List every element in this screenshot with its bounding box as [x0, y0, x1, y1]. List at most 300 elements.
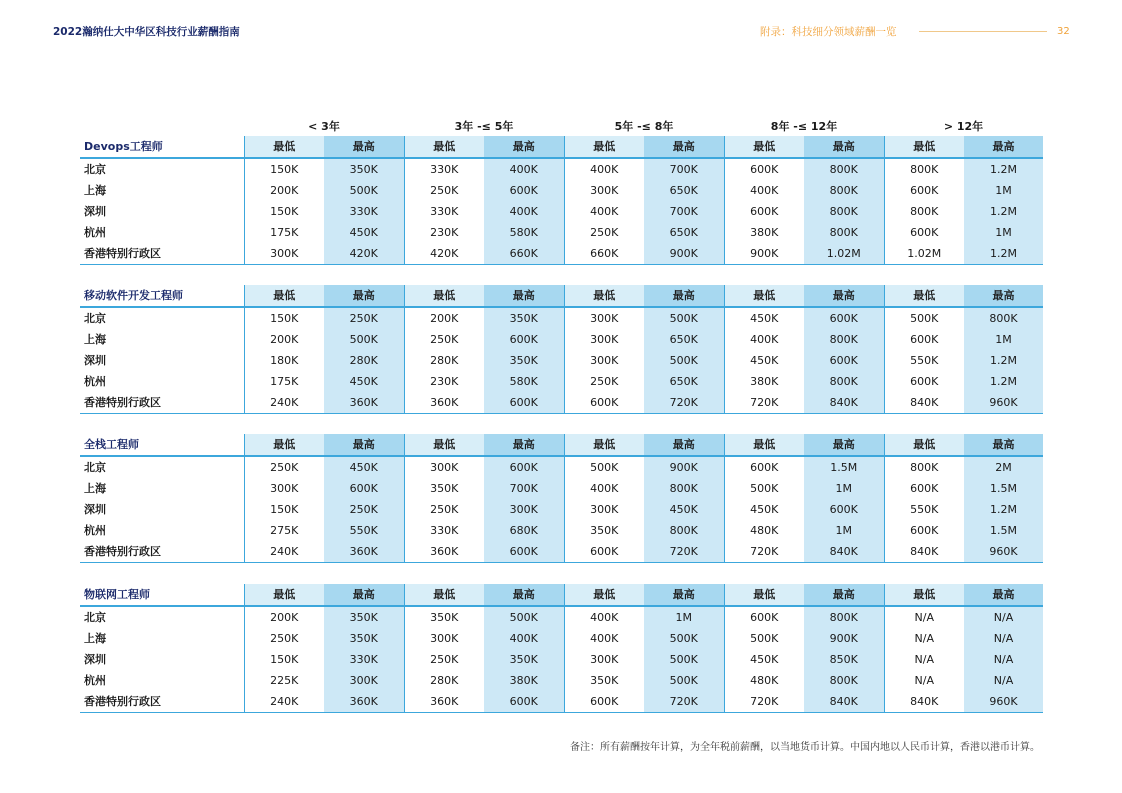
salary-max-cell: 600K	[484, 541, 564, 563]
min-column-header: 最低	[564, 434, 644, 456]
salary-min-cell: 600K	[564, 691, 644, 713]
salary-max-cell: 800K	[804, 329, 884, 350]
table-row	[80, 392, 1043, 414]
salary-max-cell: 1.2M	[964, 350, 1043, 371]
salary-max-cell: 1M	[964, 329, 1043, 350]
salary-min-cell: 230K	[404, 371, 484, 392]
min-column-header: 最低	[244, 584, 324, 606]
salary-min-cell: 150K	[244, 499, 324, 520]
max-column-header: 最高	[484, 584, 564, 606]
table-row	[80, 649, 1043, 670]
salary-max-cell: 250K	[324, 307, 404, 329]
salary-min-cell: N/A	[884, 670, 964, 691]
salary-min-cell: 150K	[244, 158, 324, 180]
table-row	[80, 499, 1043, 520]
salary-max-cell: 300K	[324, 670, 404, 691]
city-label: 杭州	[84, 524, 106, 537]
max-column-header: 最高	[484, 434, 564, 456]
table-header-row	[80, 584, 1043, 606]
salary-max-cell: 550K	[324, 520, 404, 541]
min-column-header: 最低	[724, 136, 804, 158]
experience-header-gt12: > 12年	[943, 120, 984, 133]
salary-min-cell: 330K	[404, 201, 484, 222]
salary-min-cell: 600K	[724, 158, 804, 180]
salary-min-cell: 250K	[404, 180, 484, 201]
salary-min-cell: 840K	[884, 691, 964, 713]
table-row	[80, 371, 1043, 392]
city-label: 杭州	[84, 226, 106, 239]
table-row	[80, 520, 1043, 541]
salary-min-cell: 300K	[564, 649, 644, 670]
salary-min-cell: 280K	[404, 670, 484, 691]
table-iot	[80, 584, 1043, 713]
salary-min-cell: 840K	[884, 541, 964, 563]
salary-min-cell: 600K	[724, 606, 804, 628]
salary-max-cell: 850K	[804, 649, 884, 670]
salary-max-cell: 960K	[964, 541, 1043, 563]
table-fullstack	[80, 434, 1043, 563]
min-column-header: 最低	[724, 434, 804, 456]
salary-max-cell: 650K	[644, 371, 724, 392]
salary-max-cell: 300K	[484, 499, 564, 520]
city-label: 北京	[84, 611, 106, 624]
salary-min-cell: 400K	[724, 329, 804, 350]
salary-min-cell: 800K	[884, 456, 964, 478]
salary-max-cell: 350K	[484, 350, 564, 371]
salary-min-cell: 250K	[404, 499, 484, 520]
salary-max-cell: 500K	[644, 307, 724, 329]
max-column-header: 最高	[324, 285, 404, 307]
salary-max-cell: 840K	[804, 541, 884, 563]
table-row	[80, 222, 1043, 243]
min-column-header: 最低	[404, 584, 484, 606]
min-column-header: 最低	[564, 285, 644, 307]
salary-min-cell: 550K	[884, 499, 964, 520]
max-column-header: 最高	[964, 136, 1043, 158]
salary-max-cell: 500K	[644, 350, 724, 371]
salary-min-cell: 300K	[244, 243, 324, 265]
salary-max-cell: 700K	[644, 158, 724, 180]
salary-min-cell: 600K	[564, 392, 644, 414]
salary-min-cell: 400K	[564, 478, 644, 499]
max-column-header: 最高	[484, 136, 564, 158]
salary-max-cell: 960K	[964, 392, 1043, 414]
salary-min-cell: 350K	[404, 478, 484, 499]
salary-max-cell: 450K	[324, 222, 404, 243]
min-column-header: 最低	[244, 434, 324, 456]
salary-max-cell: 600K	[484, 456, 564, 478]
salary-max-cell: 500K	[644, 649, 724, 670]
salary-max-cell: 700K	[644, 201, 724, 222]
salary-max-cell: 800K	[644, 520, 724, 541]
salary-max-cell: 500K	[644, 628, 724, 649]
salary-max-cell: 840K	[804, 691, 884, 713]
table-header-row	[80, 136, 1043, 158]
salary-min-cell: 420K	[404, 243, 484, 265]
salary-min-cell: 280K	[404, 350, 484, 371]
salary-min-cell: 600K	[884, 478, 964, 499]
salary-min-cell: 800K	[884, 201, 964, 222]
salary-min-cell: 300K	[404, 456, 484, 478]
salary-min-cell: 480K	[724, 670, 804, 691]
salary-max-cell: 330K	[324, 649, 404, 670]
table-row	[80, 456, 1043, 478]
salary-min-cell: 600K	[884, 520, 964, 541]
table-row	[80, 329, 1043, 350]
table-row	[80, 158, 1043, 180]
min-column-header: 最低	[724, 285, 804, 307]
salary-max-cell: 680K	[484, 520, 564, 541]
city-label: 深圳	[84, 205, 106, 218]
experience-header-8-12: 8年 -≤ 12年	[770, 120, 838, 133]
salary-min-cell: 200K	[244, 180, 324, 201]
city-label: 杭州	[84, 375, 106, 388]
max-column-header: 最高	[804, 584, 884, 606]
salary-min-cell: 300K	[564, 350, 644, 371]
salary-max-cell: 600K	[484, 329, 564, 350]
salary-max-cell: 800K	[804, 606, 884, 628]
salary-min-cell: 175K	[244, 222, 324, 243]
max-column-header: 最高	[804, 285, 884, 307]
max-column-header: 最高	[484, 285, 564, 307]
salary-min-cell: 200K	[244, 606, 324, 628]
max-column-header: 最高	[964, 285, 1043, 307]
salary-min-cell: 550K	[884, 350, 964, 371]
table-row	[80, 670, 1043, 691]
salary-max-cell: 1.2M	[964, 499, 1043, 520]
salary-min-cell: 400K	[564, 201, 644, 222]
salary-min-cell: 400K	[564, 606, 644, 628]
salary-min-cell: 240K	[244, 691, 324, 713]
max-column-header: 最高	[324, 434, 404, 456]
salary-max-cell: 1.5M	[964, 520, 1043, 541]
max-column-header: 最高	[324, 584, 404, 606]
salary-max-cell: 500K	[644, 670, 724, 691]
salary-min-cell: 225K	[244, 670, 324, 691]
min-column-header: 最低	[884, 285, 964, 307]
max-column-header: 最高	[964, 434, 1043, 456]
salary-max-cell: 720K	[644, 392, 724, 414]
salary-max-cell: 1.02M	[804, 243, 884, 265]
salary-max-cell: 360K	[324, 691, 404, 713]
salary-min-cell: 300K	[564, 180, 644, 201]
role-title: 移动软件开发工程师	[80, 285, 244, 307]
min-column-header: 最低	[884, 584, 964, 606]
salary-min-cell: 330K	[404, 158, 484, 180]
min-column-header: 最低	[244, 136, 324, 158]
city-label: 深圳	[84, 653, 106, 666]
table-row	[80, 201, 1043, 222]
salary-max-cell: 600K	[484, 392, 564, 414]
min-column-header: 最低	[564, 584, 644, 606]
salary-min-cell: 360K	[404, 691, 484, 713]
salary-max-cell: 800K	[804, 180, 884, 201]
salary-min-cell: 720K	[724, 541, 804, 563]
salary-min-cell: 350K	[404, 606, 484, 628]
salary-max-cell: 1.2M	[964, 243, 1043, 265]
salary-min-cell: 150K	[244, 307, 324, 329]
salary-max-cell: 800K	[644, 478, 724, 499]
salary-max-cell: 900K	[644, 243, 724, 265]
salary-max-cell: 360K	[324, 392, 404, 414]
salary-min-cell: 450K	[724, 649, 804, 670]
salary-max-cell: 580K	[484, 222, 564, 243]
salary-min-cell: 500K	[884, 307, 964, 329]
salary-min-cell: 900K	[724, 243, 804, 265]
role-title: Devops工程师	[80, 136, 244, 158]
salary-max-cell: 1M	[964, 180, 1043, 201]
salary-min-cell: 150K	[244, 201, 324, 222]
salary-min-cell: 1.02M	[884, 243, 964, 265]
city-label: 上海	[84, 632, 106, 645]
salary-min-cell: N/A	[884, 606, 964, 628]
salary-min-cell: 250K	[564, 222, 644, 243]
salary-min-cell: 275K	[244, 520, 324, 541]
min-column-header: 最低	[404, 434, 484, 456]
role-title: 全栈工程师	[80, 434, 244, 456]
salary-min-cell: 480K	[724, 520, 804, 541]
salary-max-cell: 350K	[324, 628, 404, 649]
salary-max-cell: 900K	[804, 628, 884, 649]
city-label: 杭州	[84, 674, 106, 687]
salary-max-cell: 2M	[964, 456, 1043, 478]
salary-max-cell: 500K	[324, 180, 404, 201]
table-row	[80, 628, 1043, 649]
salary-min-cell: 720K	[724, 691, 804, 713]
salary-max-cell: N/A	[964, 670, 1043, 691]
experience-header-3-5: 3年 -≤ 5年	[454, 120, 514, 133]
salary-min-cell: 330K	[404, 520, 484, 541]
salary-max-cell: 800K	[804, 670, 884, 691]
table-header-row	[80, 434, 1043, 456]
table-row	[80, 691, 1043, 713]
salary-min-cell: 600K	[564, 541, 644, 563]
salary-min-cell: 300K	[244, 478, 324, 499]
salary-min-cell: 300K	[564, 307, 644, 329]
salary-max-cell: 720K	[644, 691, 724, 713]
salary-min-cell: 380K	[724, 222, 804, 243]
salary-max-cell: 1.2M	[964, 158, 1043, 180]
table-row	[80, 478, 1043, 499]
salary-min-cell: 450K	[724, 307, 804, 329]
city-label: 香港特别行政区	[80, 541, 244, 563]
salary-max-cell: 1M	[964, 222, 1043, 243]
city-label: 北京	[84, 312, 106, 325]
salary-max-cell: N/A	[964, 628, 1043, 649]
salary-min-cell: 300K	[564, 329, 644, 350]
salary-min-cell: 400K	[564, 158, 644, 180]
max-column-header: 最高	[804, 434, 884, 456]
salary-min-cell: 500K	[564, 456, 644, 478]
max-column-header: 最高	[644, 584, 724, 606]
salary-max-cell: 650K	[644, 180, 724, 201]
table-row	[80, 606, 1043, 628]
salary-max-cell: 600K	[484, 180, 564, 201]
salary-min-cell: 175K	[244, 371, 324, 392]
city-label: 上海	[84, 333, 106, 346]
salary-max-cell: 900K	[644, 456, 724, 478]
salary-min-cell: 380K	[724, 371, 804, 392]
section-title: 附录：科技细分领域薪酬一览	[760, 26, 897, 38]
salary-min-cell: 600K	[724, 456, 804, 478]
table-mobile-dev	[80, 285, 1043, 414]
table-header-row	[80, 285, 1043, 307]
max-column-header: 最高	[804, 136, 884, 158]
salary-min-cell: 180K	[244, 350, 324, 371]
max-column-header: 最高	[644, 285, 724, 307]
salary-min-cell: 600K	[884, 180, 964, 201]
salary-max-cell: 1.2M	[964, 201, 1043, 222]
min-column-header: 最低	[724, 584, 804, 606]
experience-header-lt3: < 3年	[308, 120, 340, 133]
salary-max-cell: 1M	[804, 478, 884, 499]
salary-max-cell: 700K	[484, 478, 564, 499]
max-column-header: 最高	[964, 584, 1043, 606]
city-label: 香港特别行政区	[80, 392, 244, 414]
salary-max-cell: 720K	[644, 541, 724, 563]
city-label: 北京	[84, 461, 106, 474]
salary-min-cell: 400K	[724, 180, 804, 201]
salary-max-cell: N/A	[964, 649, 1043, 670]
salary-min-cell: 840K	[884, 392, 964, 414]
max-column-header: 最高	[324, 136, 404, 158]
salary-min-cell: 600K	[884, 222, 964, 243]
salary-max-cell: 450K	[324, 371, 404, 392]
salary-min-cell: 360K	[404, 392, 484, 414]
salary-max-cell: 500K	[324, 329, 404, 350]
salary-min-cell: 660K	[564, 243, 644, 265]
table-row	[80, 541, 1043, 563]
salary-min-cell: 450K	[724, 499, 804, 520]
salary-min-cell: 450K	[724, 350, 804, 371]
salary-max-cell: N/A	[964, 606, 1043, 628]
salary-max-cell: 660K	[484, 243, 564, 265]
salary-min-cell: 350K	[564, 520, 644, 541]
min-column-header: 最低	[404, 285, 484, 307]
salary-min-cell: 240K	[244, 392, 324, 414]
salary-max-cell: 330K	[324, 201, 404, 222]
city-label: 北京	[84, 163, 106, 176]
table-devops	[80, 136, 1043, 265]
header-divider	[919, 31, 1047, 32]
salary-max-cell: 1.5M	[804, 456, 884, 478]
salary-max-cell: 1.5M	[964, 478, 1043, 499]
salary-max-cell: 1M	[804, 520, 884, 541]
salary-max-cell: 960K	[964, 691, 1043, 713]
salary-max-cell: 800K	[964, 307, 1043, 329]
salary-max-cell: 600K	[324, 478, 404, 499]
salary-min-cell: N/A	[884, 628, 964, 649]
table-row	[80, 180, 1043, 201]
table-row	[80, 307, 1043, 329]
salary-min-cell: 200K	[244, 329, 324, 350]
salary-min-cell: 300K	[404, 628, 484, 649]
salary-max-cell: 250K	[324, 499, 404, 520]
salary-min-cell: 240K	[244, 541, 324, 563]
salary-min-cell: 250K	[404, 329, 484, 350]
table-row	[80, 350, 1043, 371]
min-column-header: 最低	[884, 136, 964, 158]
salary-max-cell: 1.2M	[964, 371, 1043, 392]
salary-max-cell: 380K	[484, 670, 564, 691]
salary-min-cell: 250K	[244, 456, 324, 478]
city-label: 上海	[84, 184, 106, 197]
salary-min-cell: 300K	[564, 499, 644, 520]
salary-max-cell: 600K	[484, 691, 564, 713]
salary-max-cell: 800K	[804, 371, 884, 392]
salary-min-cell: 200K	[404, 307, 484, 329]
salary-min-cell: 360K	[404, 541, 484, 563]
city-label: 上海	[84, 482, 106, 495]
salary-max-cell: 580K	[484, 371, 564, 392]
salary-min-cell: 600K	[724, 201, 804, 222]
salary-max-cell: 280K	[324, 350, 404, 371]
salary-max-cell: 600K	[804, 307, 884, 329]
salary-max-cell: 500K	[484, 606, 564, 628]
salary-max-cell: 600K	[804, 350, 884, 371]
salary-max-cell: 400K	[484, 201, 564, 222]
salary-min-cell: 800K	[884, 158, 964, 180]
city-label: 深圳	[84, 354, 106, 367]
salary-max-cell: 1M	[644, 606, 724, 628]
city-label: 深圳	[84, 503, 106, 516]
salary-min-cell: N/A	[884, 649, 964, 670]
salary-min-cell: 500K	[724, 628, 804, 649]
page-number: 32	[1057, 26, 1070, 37]
salary-min-cell: 250K	[404, 649, 484, 670]
salary-max-cell: 350K	[324, 606, 404, 628]
max-column-header: 最高	[644, 136, 724, 158]
salary-min-cell: 350K	[564, 670, 644, 691]
city-label: 香港特别行政区	[80, 691, 244, 713]
salary-min-cell: 400K	[564, 628, 644, 649]
salary-min-cell: 250K	[244, 628, 324, 649]
experience-header-5-8: 5年 -≤ 8年	[614, 120, 674, 133]
salary-max-cell: 350K	[484, 649, 564, 670]
salary-max-cell: 600K	[804, 499, 884, 520]
min-column-header: 最低	[404, 136, 484, 158]
city-label: 香港特别行政区	[80, 243, 244, 265]
salary-min-cell: 500K	[724, 478, 804, 499]
role-title: 物联网工程师	[80, 584, 244, 606]
salary-min-cell: 600K	[884, 371, 964, 392]
salary-max-cell: 800K	[804, 158, 884, 180]
salary-max-cell: 360K	[324, 541, 404, 563]
salary-min-cell: 230K	[404, 222, 484, 243]
min-column-header: 最低	[564, 136, 644, 158]
salary-max-cell: 800K	[804, 222, 884, 243]
salary-max-cell: 450K	[324, 456, 404, 478]
salary-min-cell: 720K	[724, 392, 804, 414]
salary-max-cell: 450K	[644, 499, 724, 520]
salary-min-cell: 600K	[884, 329, 964, 350]
report-title: 2022瀚纳仕大中华区科技行业薪酬指南	[53, 26, 240, 38]
min-column-header: 最低	[244, 285, 324, 307]
salary-max-cell: 840K	[804, 392, 884, 414]
max-column-header: 最高	[644, 434, 724, 456]
salary-max-cell: 400K	[484, 628, 564, 649]
salary-max-cell: 800K	[804, 201, 884, 222]
salary-min-cell: 150K	[244, 649, 324, 670]
min-column-header: 最低	[884, 434, 964, 456]
salary-max-cell: 350K	[484, 307, 564, 329]
footnote: 备注：所有薪酬按年计算，为全年税前薪酬，以当地货币计算。中国内地以人民币计算，香港以港币计算。	[570, 742, 1040, 753]
salary-min-cell: 250K	[564, 371, 644, 392]
table-row	[80, 243, 1043, 265]
salary-max-cell: 400K	[484, 158, 564, 180]
salary-max-cell: 650K	[644, 222, 724, 243]
salary-max-cell: 350K	[324, 158, 404, 180]
